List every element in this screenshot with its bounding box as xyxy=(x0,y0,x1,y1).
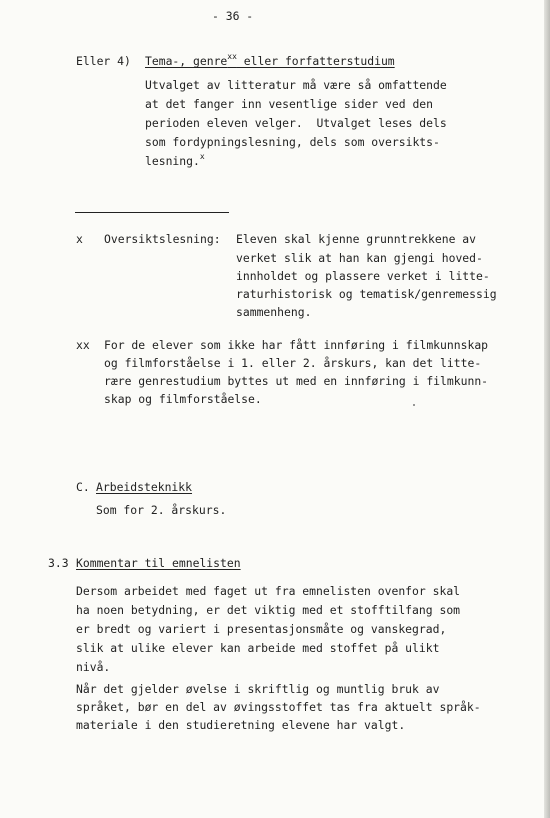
option-line-5 xyxy=(145,151,205,171)
option-heading-part2: eller forfatterstudium xyxy=(236,54,395,68)
section-33-number: 3.3 xyxy=(48,556,69,570)
option-last-text: lesning. xyxy=(145,154,200,168)
section-33-heading: Kommentar til emnelisten xyxy=(76,556,241,570)
scan-edge-shadow xyxy=(544,0,550,818)
page-number: - 36 - xyxy=(212,9,254,23)
footnote-xx-line-2: og filmforståelse i 1. eller 2. årskurs, kan det litte- xyxy=(104,356,482,370)
footnote-xx-line-4: skap og filmforståelse. xyxy=(104,392,262,406)
footnote-x-line-4: raturhistorisk og tematisk/genremessig xyxy=(236,287,497,301)
section-33-para2-line-1: Når det gjelder øvelse i skriftlig og muntlig bruk av xyxy=(76,682,440,696)
option-line-2: at det fanger inn vesentlige sider ved den xyxy=(145,97,434,111)
section-33-para1-line-5: nivå. xyxy=(76,660,111,674)
section-33-para1-line-2: ha noen betydning, er det viktig med et stofftilfang som xyxy=(76,603,461,617)
footnote-xx-line-3: rære genrestudium byttes ut med en innføring i filmkunn- xyxy=(104,374,489,388)
section-33-para1-line-1: Dersom arbeidet med faget ut fra emnelisten ovenfor skal xyxy=(76,584,461,598)
option-heading xyxy=(145,51,395,71)
option-line-3: perioden eleven velger. Utvalget leses dels xyxy=(145,116,447,130)
section-33-para1-line-4: slik at ulike elever kan arbeide med stoffet på ulikt xyxy=(76,641,440,655)
section-33-para2-line-2: språket, bør en del av øvingsstoffet tas fra aktuelt språk- xyxy=(76,700,481,714)
scan-speck xyxy=(413,404,415,406)
footnote-xx-marker: xx xyxy=(76,338,90,352)
section-33-para2-line-3: materiale i den studieretning elevene har valgt. xyxy=(76,718,406,732)
footnote-separator xyxy=(75,212,229,213)
footnote-ref-x: x xyxy=(199,152,205,161)
footnote-ref-xx: xx xyxy=(227,52,237,61)
footnote-x-line-3: innholdet og plassere verket i litte- xyxy=(236,269,490,283)
section-c-heading: Arbeidsteknikk xyxy=(96,480,193,494)
footnote-x-marker: x xyxy=(76,232,83,246)
footnote-x-term: Oversiktslesning: xyxy=(104,232,221,246)
footnote-xx-line-1: For de elever som ikke har fått innføring i filmkunnskap xyxy=(104,338,489,352)
footnote-x-line-5: sammenheng. xyxy=(236,305,312,319)
section-c-text: Som for 2. årskurs. xyxy=(96,503,227,517)
section-33-para1-line-3: er bredt og variert i presentasjonsmåte og vanskegrad, xyxy=(76,622,447,636)
footnote-x-line-1: Eleven skal kjenne grunntrekkene av xyxy=(236,232,477,246)
option-line-1: Utvalget av litteratur må være så omfattende xyxy=(145,78,447,92)
section-c-label: C. xyxy=(76,480,90,494)
option-heading-part1: Tema-, genre xyxy=(145,54,228,68)
footnote-x-line-2: verket slik at han kan gjengi hoved- xyxy=(236,251,483,265)
option-label: Eller 4) xyxy=(76,54,131,68)
option-line-4: som fordypningslesning, dels som oversikts- xyxy=(145,135,440,149)
